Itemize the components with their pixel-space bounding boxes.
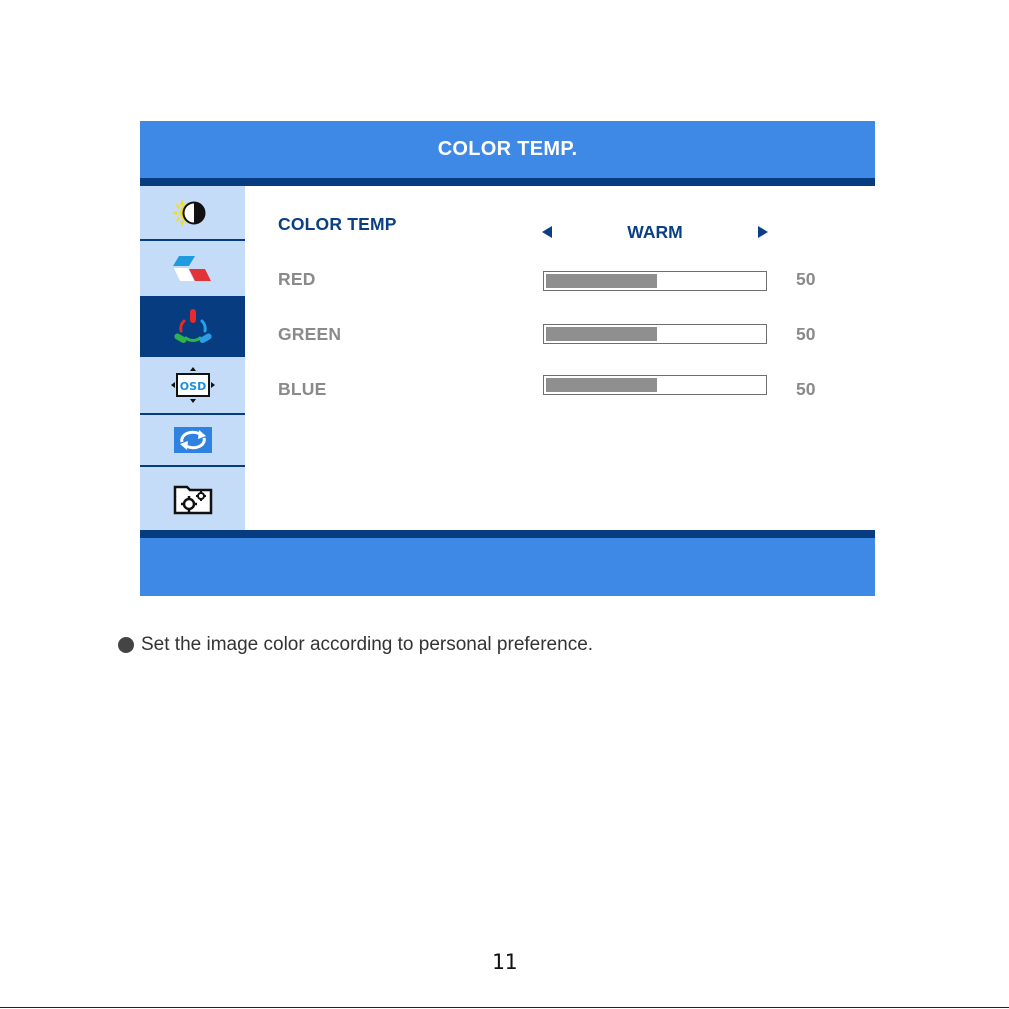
sidebar-item-image[interactable] bbox=[140, 241, 245, 296]
sidebar-item-misc[interactable] bbox=[140, 467, 245, 530]
osd-icon-text: OSD bbox=[179, 380, 206, 393]
header-divider bbox=[140, 178, 875, 186]
page-bottom-rule bbox=[0, 1007, 1009, 1008]
sun-moon-icon bbox=[173, 197, 213, 229]
color-temp-label: COLOR TEMP bbox=[278, 214, 397, 234]
right-arrow-icon[interactable] bbox=[758, 226, 768, 238]
red-label: RED bbox=[278, 269, 316, 289]
green-value: 50 bbox=[796, 324, 816, 344]
sidebar-item-color[interactable] bbox=[140, 298, 245, 355]
footer-divider bbox=[140, 530, 875, 538]
color-temp-value: WARM bbox=[627, 222, 683, 242]
blue-slider[interactable] bbox=[543, 375, 767, 395]
sidebar-item-reset[interactable] bbox=[140, 415, 245, 465]
blue-slider-fill bbox=[546, 378, 657, 392]
bullet-icon bbox=[118, 637, 134, 653]
sidebar-item-osd-setting[interactable] bbox=[140, 357, 245, 413]
osd-icon bbox=[169, 365, 217, 405]
description-text: Set the image color according to personal preference. bbox=[141, 634, 594, 655]
blue-value: 50 bbox=[796, 379, 816, 399]
green-slider[interactable] bbox=[543, 324, 767, 344]
red-slider[interactable] bbox=[543, 271, 767, 291]
red-value: 50 bbox=[796, 269, 816, 289]
color-temp-selector[interactable] bbox=[542, 220, 768, 246]
description bbox=[118, 634, 593, 656]
red-slider-fill bbox=[546, 274, 657, 288]
left-arrow-icon[interactable] bbox=[542, 226, 552, 238]
blue-label: BLUE bbox=[278, 379, 327, 399]
image-blocks-icon bbox=[171, 254, 215, 284]
page-number: 11 bbox=[491, 950, 518, 974]
sidebar-item-brightness-contrast[interactable] bbox=[140, 186, 245, 239]
green-label: GREEN bbox=[278, 324, 342, 344]
osd-body bbox=[140, 186, 875, 530]
osd-footer bbox=[140, 538, 875, 596]
settings-folder-icon bbox=[173, 483, 213, 515]
green-slider-fill bbox=[546, 327, 657, 341]
sidebar bbox=[140, 186, 245, 530]
color-wheel-icon bbox=[173, 307, 213, 347]
reset-arrows-icon bbox=[173, 426, 213, 454]
osd-title: COLOR TEMP. bbox=[140, 121, 875, 178]
osd-menu bbox=[140, 121, 875, 596]
